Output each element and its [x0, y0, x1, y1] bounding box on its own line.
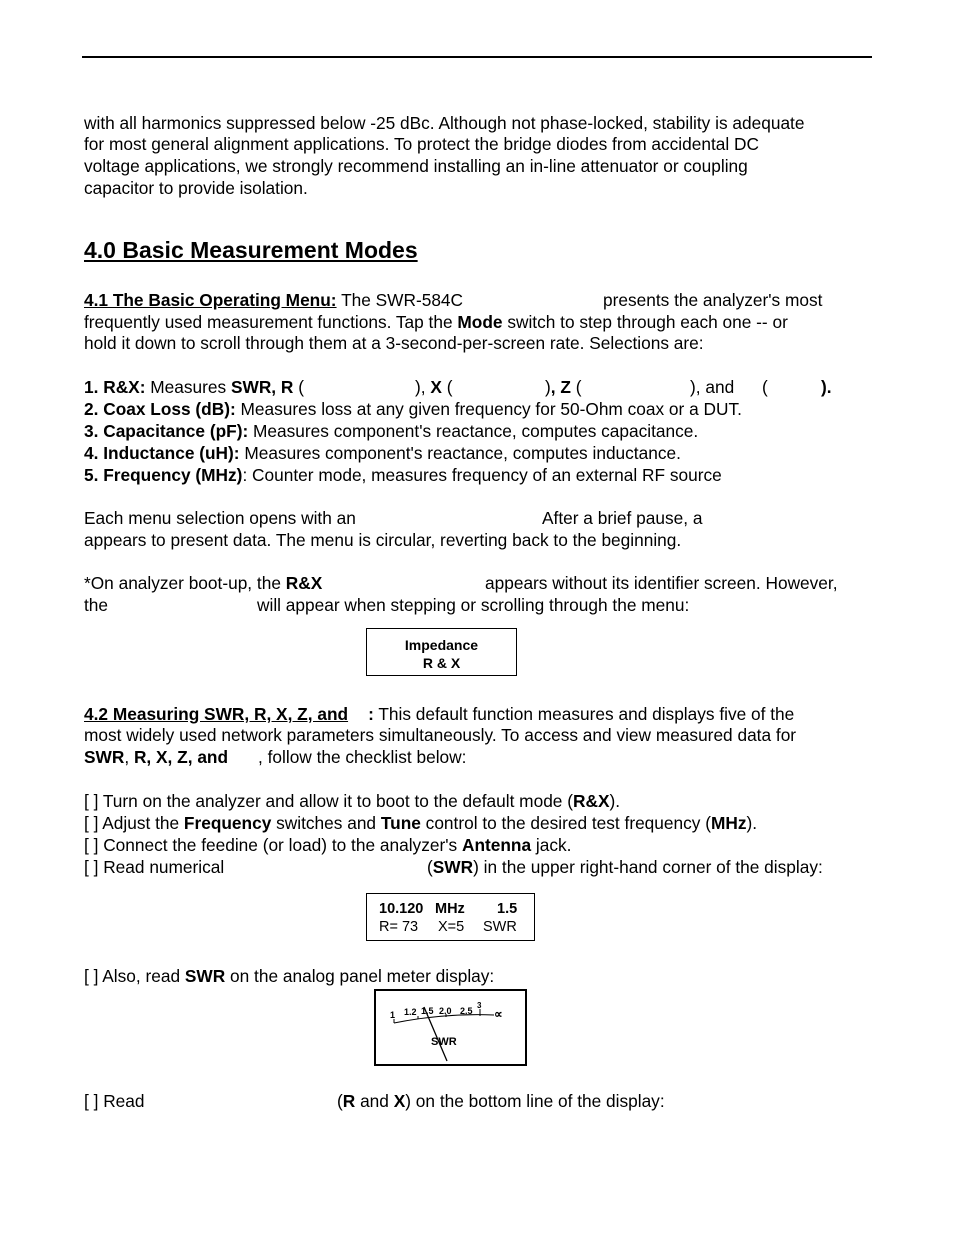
para-each-line-2: appears to present data. The menu is circular, reverting back to the beginning.	[84, 530, 682, 550]
c1-c: ).	[609, 791, 621, 811]
section-title: 4.0 Basic Measurement Modes	[84, 237, 418, 263]
checklist-item-4a: [ ] Read numerical	[84, 857, 225, 877]
menu-item-1-part2	[415, 377, 452, 398]
meter-scale-1-5: 1.5	[421, 1006, 434, 1016]
menu-item-3-label: 3. Capacitance (pF):	[84, 421, 249, 441]
c4-swr: SWR	[432, 857, 474, 877]
para-boot-line-1b: appears without its identifier screen. However,	[485, 573, 838, 593]
lcd-swr-label: SWR	[483, 919, 517, 935]
meter-label: SWR	[431, 1036, 457, 1048]
menu-item-1-open4: (	[762, 377, 768, 397]
lcd-x: X=5	[438, 919, 465, 935]
lcd-display-box	[366, 893, 535, 941]
menu-item-5	[84, 465, 722, 486]
meter-scale-3: 3	[477, 1001, 482, 1010]
c2-mhz: MHz	[710, 813, 747, 833]
menu-item-1	[84, 377, 304, 398]
s41-heading: 4.1 The Basic Operating Menu:	[84, 290, 337, 310]
meter-scale-2-0: 2.0	[439, 1006, 452, 1016]
lcd-unit: MHz	[435, 901, 465, 917]
menu-item-5-label: 5. Frequency (MHz)	[84, 465, 243, 485]
menu-item-4-label: 4. Inductance (uH):	[84, 443, 240, 463]
checklist-item-6b	[337, 1091, 665, 1112]
c1-a: [ ] Turn on the analyzer and allow it to boot to the default mode (	[84, 791, 573, 811]
checklist-item-1	[84, 791, 620, 812]
intro-line-2: for most general alignment applications. To protect the bridge diodes from accidental DC	[84, 134, 759, 154]
impedance-box-line-1: Impedance	[404, 637, 479, 653]
menu-item-2-text: Measures loss at any given frequency for 50-Ohm coax or a DUT.	[240, 399, 742, 419]
meter-scale-1-2: 1.2	[404, 1007, 417, 1017]
menu-item-1-part3	[545, 377, 582, 398]
menu-item-1-close1: ),	[415, 377, 426, 397]
menu-item-1-measures: Measures	[150, 377, 227, 397]
checklist-item-4b	[427, 857, 823, 878]
menu-item-1-open2: (	[446, 377, 453, 397]
para-boot-line-2a: the	[84, 595, 109, 615]
header-rule	[82, 56, 872, 58]
c5-a: [ ] Also, read	[84, 966, 181, 986]
para-each-line-1b: After a brief pause, a	[542, 508, 703, 528]
menu-item-5-text: : Counter mode, measures frequency of an external RF source	[242, 465, 722, 485]
c2-b: switches and	[276, 813, 377, 833]
c2-d: ).	[746, 813, 758, 833]
para-boot-text-a: *On analyzer boot-up, the	[84, 573, 281, 593]
swr-analog-meter	[374, 989, 527, 1066]
menu-item-2-label: 2. Coax Loss (dB):	[84, 399, 236, 419]
c4-b: (	[427, 857, 433, 877]
checklist-item-3	[84, 835, 571, 856]
c6-and: and	[360, 1091, 389, 1111]
s42-line-3	[84, 747, 228, 768]
c1-b: R&X	[572, 791, 610, 811]
lcd-frequency: 10.120	[379, 901, 424, 917]
c2-a: [ ] Adjust the	[84, 813, 180, 833]
menu-item-3-text: Measures component's reactance, computes capacitance.	[253, 421, 699, 441]
intro-line-4: capacitor to provide isolation.	[84, 178, 308, 198]
c5-swr: SWR	[184, 966, 226, 986]
impedance-display-box	[366, 628, 517, 676]
c5-b: on the analog panel meter display:	[230, 966, 495, 986]
c4-c: ) in the upper right-hand corner of the display:	[473, 857, 823, 877]
checklist-item-6a: [ ] Read	[84, 1091, 145, 1111]
s41-line2-a: frequently used measurement functions. Tap the	[84, 312, 453, 332]
meter-scale-infinity: ∝	[494, 1007, 503, 1021]
menu-item-3	[84, 421, 698, 442]
s41-line-2	[84, 312, 788, 333]
menu-item-1-x: X	[430, 377, 442, 397]
c3-a: [ ] Connect the feedine (or load) to the analyzer's	[84, 835, 458, 855]
meter-frame	[375, 990, 526, 1065]
menu-item-2	[84, 399, 742, 420]
s42-line-2: most widely used network parameters simultaneously. To access and view measured data for	[84, 725, 797, 745]
menu-item-1-open3: (	[575, 377, 582, 397]
s42-params: R, X, Z, and	[133, 747, 229, 767]
intro-line-3: voltage applications, we strongly recommend installing an in-line attenuator or coupling	[84, 156, 748, 176]
lcd-swr-value: 1.5	[497, 901, 518, 917]
s42-swr: SWR	[84, 747, 125, 767]
menu-item-1-close3: ), and	[690, 377, 735, 397]
s42-heading: 4.2 Measuring SWR, R, X, Z, and	[84, 704, 349, 724]
intro-line-1: with all harmonics suppressed below -25 dBc. Although not phase-locked, stability is adequate	[84, 113, 805, 133]
mode-switch-ref: Mode	[457, 312, 503, 332]
s41-line-1	[84, 290, 463, 311]
checklist-item-5	[84, 966, 494, 987]
c2-c: control to the desired test frequency (	[425, 813, 711, 833]
menu-item-1-open1: (	[298, 377, 304, 397]
c6-x: X	[393, 1091, 406, 1111]
s42-line-1	[84, 704, 794, 725]
menu-item-1-close4: ).	[821, 377, 832, 397]
menu-item-4	[84, 443, 681, 464]
s42-colon: :	[368, 704, 374, 724]
lcd-r: R= 73	[379, 919, 419, 935]
menu-item-1-swr-r: SWR, R	[230, 377, 294, 397]
para-each-line-1a: Each menu selection opens with an	[84, 508, 356, 528]
para-boot-line-2b: will appear when stepping or scrolling through the menu:	[257, 595, 690, 615]
menu-item-1-close2: )	[545, 377, 551, 397]
c6-r: R	[342, 1091, 356, 1111]
c2-freq: Frequency	[183, 813, 272, 833]
s42-line1-rest: This default function measures and displays five of the	[378, 704, 795, 724]
c2-tune: Tune	[380, 813, 421, 833]
lcd-row-bottom	[379, 918, 534, 936]
menu-item-1-num: 1. R&X:	[84, 377, 146, 397]
menu-item-4-text: Measures component's reactance, computes inductance.	[244, 443, 681, 463]
checklist-item-2	[84, 813, 757, 834]
s41-text-b: presents the analyzer's most	[603, 290, 823, 310]
meter-scale-1: 1	[390, 1010, 396, 1020]
c3-b: jack.	[535, 835, 572, 855]
impedance-box-line-2: R & X	[422, 655, 461, 671]
menu-item-1-z: , Z	[550, 377, 571, 397]
s41-text-a: The SWR-584C	[341, 290, 464, 310]
para-boot-rx: R&X	[285, 573, 323, 593]
para-boot-line-1a	[84, 573, 322, 594]
c3-ant: Antenna	[461, 835, 532, 855]
meter-scale-2-5: 2.5	[460, 1006, 473, 1016]
s41-line-3: hold it down to scroll through them at a 3-second-per-screen rate. Selections are:	[84, 333, 704, 353]
c6-c: ) on the bottom line of the display:	[405, 1091, 665, 1111]
c6-b: (	[337, 1091, 343, 1111]
s41-line2-b: switch to step through each one -- or	[507, 312, 788, 332]
s42-sep: ,	[124, 747, 130, 767]
s42-line-3c: , follow the checklist below:	[258, 747, 467, 767]
lcd-row-top	[379, 900, 534, 918]
